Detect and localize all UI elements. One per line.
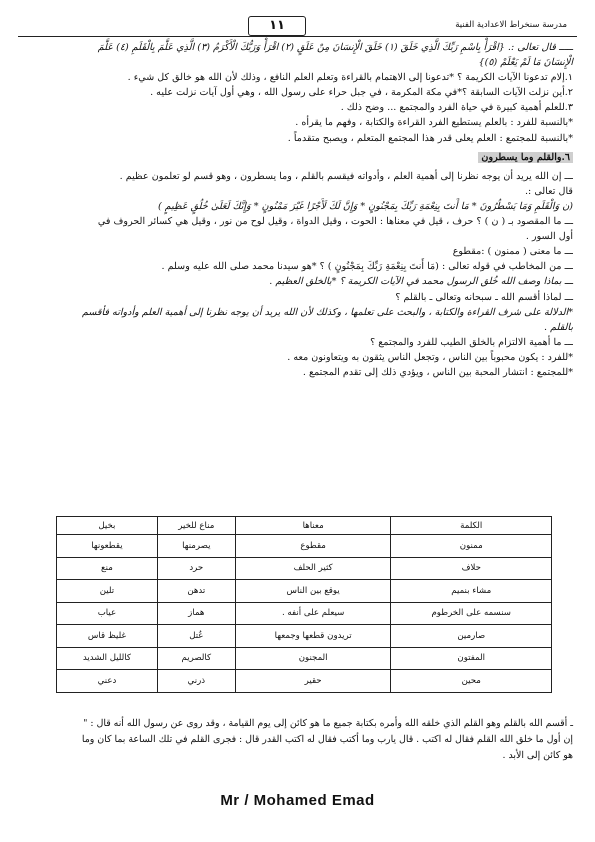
section-line: قال تعالى :. (524, 185, 573, 197)
section-heading-row (22, 150, 573, 165)
header-divider (18, 36, 577, 37)
table-header-row (57, 517, 552, 535)
table-cell: هماز (157, 602, 235, 625)
school-name: مدرسة سنخراط الاعدادية الفنية (455, 20, 567, 30)
section-line: ـــ إن الله يريد أن يوجه نظرنا إلى أهمية العلم ، وأدواته فيقسم بالقلم ، وما يسطرون ، وهو قسم لو تعلمون عظيم . (119, 170, 573, 182)
page-number: ١١ (248, 16, 306, 36)
table-header-cell: بخيل (57, 517, 158, 535)
table-cell: صارمين (391, 625, 552, 648)
table-row (57, 647, 552, 670)
table-cell: سيعلم على أنفه . (235, 602, 391, 625)
table-cell: محين (391, 670, 552, 693)
section-line: ـــ من المخاطب في قوله تعالى : (مَا أَنتَ بِنِعْمَةِ رَبِّكَ بِمَجْنُونٍ ) ؟ *هو سيدنا محمد صلى الله عليه وسلم . (161, 261, 573, 273)
section-line: ـــ بماذا وصف الله خُلق الرسول محمد في الآيات الكريمة ؟ *بالخلق العظيم . (269, 276, 573, 288)
table-cell: كالصريم (157, 647, 235, 670)
table-cell: ذرني (157, 670, 235, 693)
table-header-cell: مناع للخير (157, 517, 235, 535)
table-header-cell: الكلمة (391, 517, 552, 535)
answer-society: *بالنسبة للمجتمع : العلم يعلى قدر هذا المجتمع المتعلم ، ويصبح متقدماً . (287, 132, 573, 144)
closing-paragraph (22, 716, 573, 764)
table-cell: حرد (157, 557, 235, 580)
verse-line: ـــــ قال تعالى :. {اقْرَأْ بِاسْمِ رَبِّكَ الَّذِي خَلَقَ (١) خَلَقَ الْإِنسَانَ مِنْ عَلَقٍ (٢) اقْرَأْ وَرَبُّكَ الْأَكْرَمُ (٣) الَّذِي عَلَّمَ بِالْقَلَمِ (٤) عَلَّمَ (97, 42, 573, 53)
table-cell: عُتل (157, 625, 235, 648)
table-row (57, 580, 552, 603)
question-2: ٢.أين نزلت الآيات السابقة ؟*في مكة المكرمة ، في جبل حراء على رسول الله ، وهي أول آيات نزلت عليه . (150, 87, 573, 99)
section-line: ـــ ما أهمية الالتزام بالخلق الطيب للفرد والمجتمع ؟ (370, 336, 573, 348)
section-line: *للفرد : يكون محبوباً بين الناس ، وتجعل الناس يثقون به ويتعاونون معه . (287, 351, 573, 363)
section-line: *للمجتمع : انتشار المحبة بين الناس ، ويؤدي ذلك إلى تقدم المجتمع . (302, 366, 573, 378)
table-cell: عياب (57, 602, 158, 625)
closing-line: هو كائن إلى الأبد . (502, 750, 573, 761)
table-cell: دعني (57, 670, 158, 693)
table-cell: يوقع بين الناس (235, 580, 391, 603)
answer-individual: *بالنسبة للفرد : بالعلم يستطيع الفرد القراءة والكتابة ، وفهم ما يقرأه . (295, 117, 573, 129)
question-1: ١.إلام تدعونا الآيات الكريمة ؟ *تدعونا إلى الاهتمام بالقراءة وتعلم العلم النافع ، وذلك لأن الله هو خالق كل شيء . (127, 72, 573, 84)
table-cell: سنسمه على الخرطوم (391, 602, 552, 625)
table-cell: تريدون قطعها وجمعها (235, 625, 391, 648)
table-header-cell: معناها (235, 517, 391, 535)
section-line: بالقلم . (543, 321, 573, 333)
table-cell: تلين (57, 580, 158, 603)
table-cell: المفتون (391, 647, 552, 670)
table-cell: المجنون (235, 647, 391, 670)
table-cell: مشاء بنميم (391, 580, 552, 603)
teacher-signature: Mr / Mohamed Emad (220, 792, 375, 809)
closing-line: إن أول ما خلق الله القلم فقال له اكتب . قال يارب وما أكتب فقال له اكتب القدر قال : فجرى القلم في تلك الساعة بما كان وما (81, 734, 573, 745)
table-cell: كالليل الشديد (57, 647, 158, 670)
table-cell: ممنون (391, 535, 552, 558)
table-row (57, 625, 552, 648)
table-cell: يصرمنها (157, 535, 235, 558)
table-cell: مقطوع (235, 535, 391, 558)
table-row (57, 602, 552, 625)
section-verse: (ن وَالْقَلَمِ وَمَا يَسْطُرُونَ * مَا أَنتَ بِنِعْمَةِ رَبِّكَ بِمَجْنُونٍ * وَإِنَّ لَكَ لَأَجْرًا غَيْرَ مَمْنُونٍ * وَإِنَّكَ لَعَلَىٰ خُلُقٍ عَظِيمٍ ) (157, 200, 573, 212)
section-line: أول السور . (525, 231, 573, 243)
table-cell: حلاف (391, 557, 552, 580)
table-row (57, 670, 552, 693)
table-row (57, 535, 552, 558)
table-cell: تدهن (157, 580, 235, 603)
verse-line: الْإِنسَانَ مَا لَمْ يَعْلَمْ (٥)} (478, 57, 573, 69)
lesson-body (22, 40, 573, 380)
table-cell: كثير الحلف (235, 557, 391, 580)
section-line: *الدلالة على شرف القراءة والكتابة ، والبحث على تعلمها ، وكذلك لأن الله يريد أن يوجه نظرنا إلى أهمية العلم وأدواته فأقسم (81, 306, 573, 318)
table-cell: منع (57, 557, 158, 580)
table-cell: غليظ قاس (57, 625, 158, 648)
closing-line: ـ أقسم الله بالقلم وهو القلم الذي خلقه الله وأمره بكتابة جميع ما هو كائن إلى يوم القيامة ، وقد روى عن رسول الله أنه قال : " (83, 718, 573, 729)
vocabulary-table (56, 516, 552, 693)
table-row (57, 557, 552, 580)
section-line: ـــ لماذا أقسم الله ـ سبحانه وتعالى ـ بالقلم ؟ (395, 291, 573, 303)
table-cell: يقطعونها (57, 535, 158, 558)
page-header (18, 16, 577, 34)
table-cell: حقير (235, 670, 391, 693)
section-line: ـــ ما المقصود بـ ( ن ) ؟ حرف ، قيل في معناها : الحوت ، وقيل الدواة ، وقيل لوح من نور ، وقيل هي كسائر الحروف في (97, 216, 573, 228)
section-heading: ٦.والقلم وما يسطرون (478, 152, 573, 163)
section-line: ـــ ما معنى ( ممنون ) :مقطوع (452, 246, 573, 258)
document-page (8, 6, 587, 836)
question-3: ٣.للعلم أهمية كبيرة في حياة الفرد والمجتمع ... وضح ذلك . (340, 102, 573, 114)
